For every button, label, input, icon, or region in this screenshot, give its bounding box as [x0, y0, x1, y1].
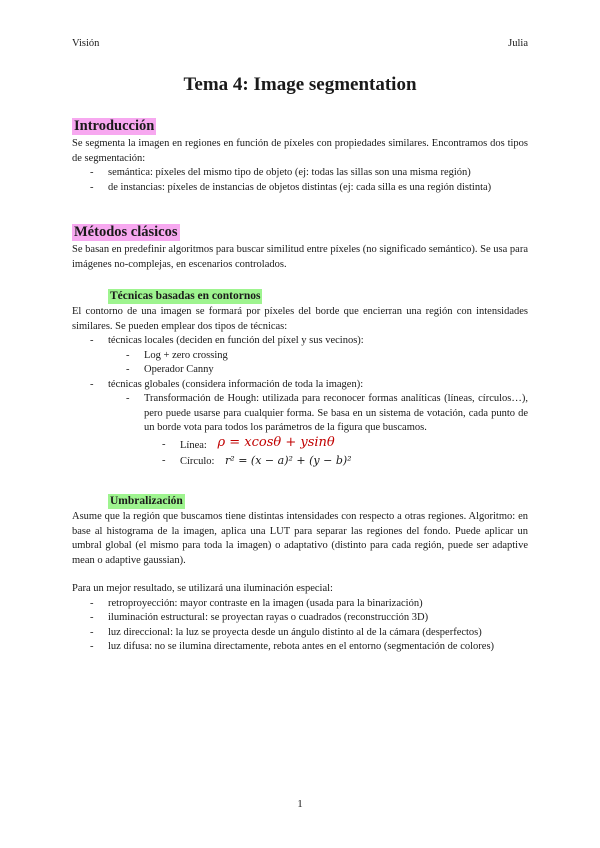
- classic-section: [72, 223, 528, 272]
- header-author: Julia: [508, 38, 528, 49]
- lighting-list: [72, 597, 528, 655]
- contours-heading: Técnicas basadas en contornos: [110, 290, 261, 302]
- threshold-text: Asume que la región que buscamos tiene distintas intensidades con respecto a otras regiones. Algoritmo: en base al histograma de la imagen, aplica una LUT para separar las regiones del fondo. Puede aplicar un umbral global (el mismo para toda la imagen) o adaptativo (distinto para cada región, puede ser adaptive mean o adaptive gaussian).: [72, 511, 528, 566]
- list-item: - retroproyección: mayor contraste en la imagen (usada para la binarización): [72, 597, 528, 612]
- contours-section: [72, 286, 528, 469]
- page-title: Tema 4: Image segmentation: [183, 74, 417, 95]
- contours-list: [72, 334, 528, 469]
- lighting-intro: Para un mejor resultado, se utilizará una iluminación especial:: [72, 583, 333, 594]
- list-item-circle: [72, 454, 528, 470]
- page-number: 1: [297, 798, 303, 810]
- classic-text: Se basan en predefinir algoritmos para buscar similitud entre píxeles (no significado semántico). Se usa para imágenes no-complejas, en escenarios controlados.: [72, 244, 528, 270]
- line-formula: ρ = xcosθ + ysinθ: [217, 434, 335, 450]
- circle-formula: r² = (x − a)² + (y − b)²: [225, 453, 352, 467]
- list-item-hough: - Transformación de Hough: utilizada para reconocer formas analíticas (líneas, círculos…), pero puede usarse para cualquier forma. Se basa en un sistema de votación, cada punto de un borde vota para todos los parámetros de la figura que buscamos.: [72, 392, 528, 436]
- list-item-line: [72, 436, 528, 454]
- list-item: - semántica: píxeles del mismo tipo de objeto (ej: todas las sillas son una misma región): [72, 166, 528, 181]
- list-item: - de instancias: píxeles de instancias de objetos distintas (ej: cada silla es una región distinta): [72, 181, 528, 196]
- threshold-section: [72, 491, 528, 655]
- list-item: - Operador Canny: [72, 363, 528, 378]
- list-item-global: - técnicas globales (considera información de toda la imagen):: [72, 378, 528, 393]
- intro-section: [72, 117, 528, 195]
- circle-label: Círculo:: [180, 455, 215, 467]
- intro-text: Se segmenta la imagen en regiones en función de píxeles con propiedades similares. Encontramos dos tipos de segmentación:: [72, 138, 528, 164]
- intro-heading: Introducción: [74, 118, 155, 134]
- list-item-local: - técnicas locales (deciden en función del píxel y sus vecinos):: [72, 334, 528, 349]
- header-subject: Visión: [72, 38, 100, 49]
- intro-list: [72, 166, 528, 195]
- list-item: - Log + zero crossing: [72, 349, 528, 364]
- list-item: - luz difusa: no se ilumina directamente, rebota antes en el entorno (segmentación de colores): [72, 640, 528, 655]
- list-item: - luz direccional: la luz se proyecta desde un ángulo distinto al de la cámara (desperfectos): [72, 626, 528, 641]
- contours-text: El contorno de una imagen se formará por píxeles del borde que encierran una región con intensidades similares. Se pueden emplear dos tipos de técnicas:: [72, 306, 528, 332]
- line-label: Línea:: [180, 439, 207, 451]
- classic-heading: Métodos clásicos: [74, 224, 178, 240]
- threshold-heading: Umbralización: [110, 495, 183, 507]
- list-item: - iluminación estructural: se proyectan rayas o cuadrados (reconstrucción 3D): [72, 611, 528, 626]
